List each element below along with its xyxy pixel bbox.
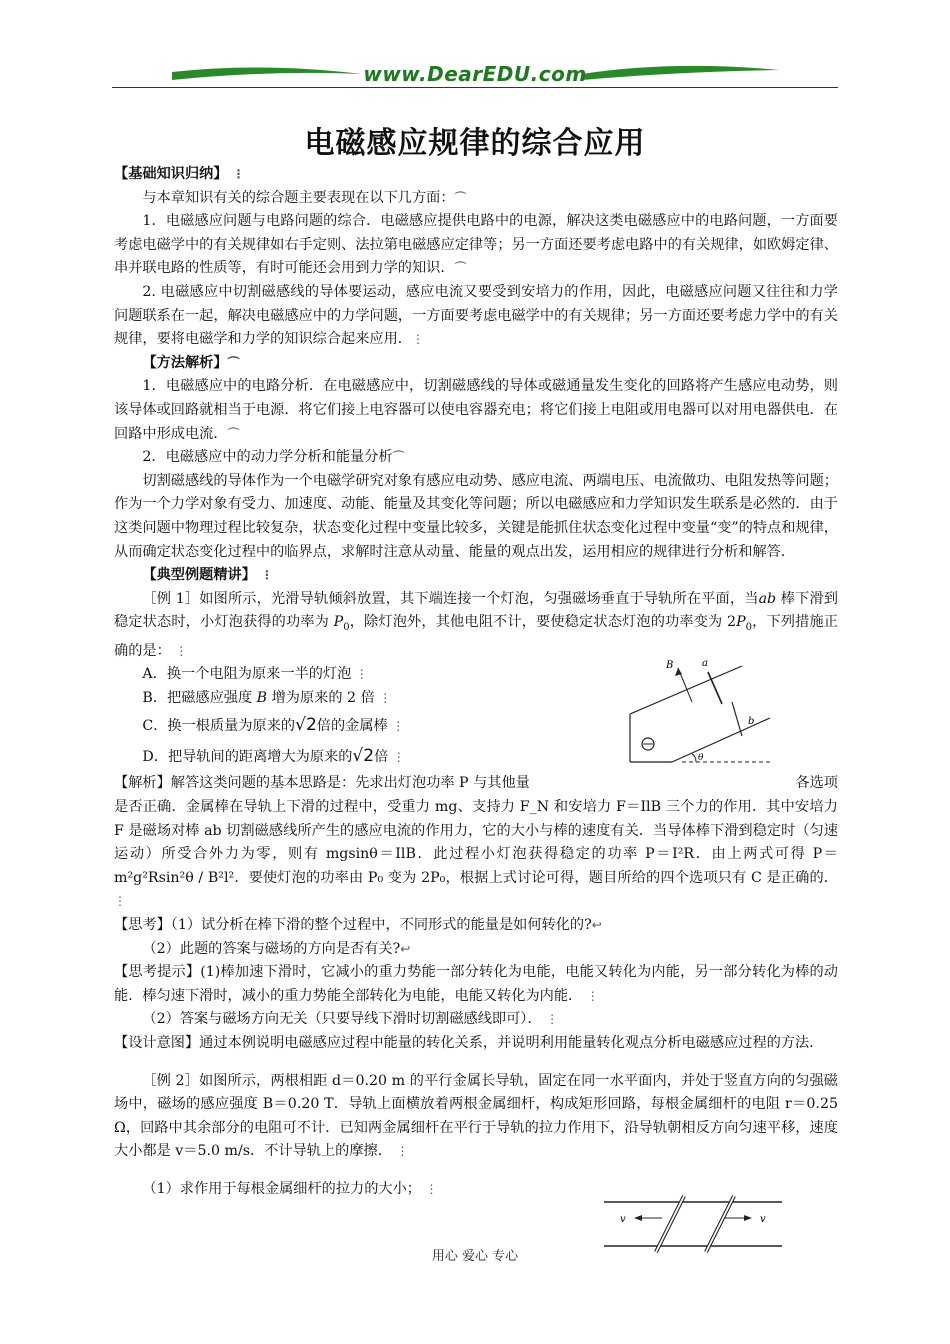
option-d: D．把导轨间的距离增大为原来的√2倍 ⋮ — [142, 746, 405, 767]
label-v-left: v — [620, 1214, 626, 1225]
paragraph: 2. 电磁感应中切割磁感线的导体要运动，感应电流又要受到安培力的作用，因此，电磁感应问题又往往和力学问题联系在一起，解决电磁感应中的力学问题，一方面要考虑电磁学中的有关规律；另一方面还要考虑力学中的有关规律，要将电磁学和力学的知识综合起来应用．⋮ — [114, 283, 838, 348]
hint-paragraph-2: （2）答案与磁场方向无关（只要导线下滑时切割磁感线即可）． ⋮ — [142, 1011, 559, 1028]
analysis-first-line: 【解析】解答这类问题的基本思路是：先求出灯泡功率 P 与其他量 各选项 — [114, 775, 838, 792]
page-title: 电磁感应规律的综合应用 — [304, 126, 646, 161]
paragraph: 2．电磁感应中的动力学分析和能量分析⏜ — [142, 449, 405, 466]
option-b: B．把磁感应强度 B 增为原来的 2 倍 ⋮ — [142, 689, 392, 706]
paragraph: 与本章知识有关的综合题主要表现在以下几方面：⏜ — [142, 189, 467, 206]
label-B: B — [666, 660, 674, 671]
section-heading-examples: 【典型例题精讲】 ⋮ — [142, 567, 273, 584]
example2-stem: ［例 2］如图所示，两根相距 d＝0.20 m 的平行金属长导轨，固定在同一水平面内，并处于竖直方向的匀强磁场中，磁场的感应强度 B＝0.20 T．导轨上面横放着两根金属细杆，构成矩形回路，每根金属细杆的电阻 r＝0.25 Ω，回路中其余部分的电阻可不计．已知两金属细杆在平行于导轨的拉力作用下，沿导轨朝相反方向匀速平移，速度大小都是 v＝5.0 m/s．不计导轨上的摩擦． ⋮ — [114, 1072, 838, 1160]
paragraph: 1．电磁感应问题与电路问题的综合．电磁感应提供电路中的电源，解决这类电磁感应中的电路问题，一方面要考虑电磁学中的有关规律如右手定则、法拉第电磁感应定律等；另一方面还要考虑电路中的有关规律，如欧姆定律、串并联电路的性质等，有时可能还会用到力学的知识．⏜ — [114, 213, 838, 277]
example1-stem: ［例 1］如图所示，光滑导轨倾斜放置，其下端连接一个灯泡，匀强磁场垂直于导轨所在平面，当ab 棒下滑到稳定状态时，小灯泡获得的功率为 $P_0$，除灯泡外，其他电阻不计，要使稳定状态灯泡的功率变为 $2P_0$，下列措施正确的是： ⋮ — [114, 590, 838, 659]
label-a: a — [702, 658, 708, 669]
paragraph: 切割磁感线的导体作为一个电磁学研究对象有感应电动势、感应电流、两端电压、电流做功、电阻发热等问题；作为一个力学对象有受力、加速度、动能、能量及其变化等问题；所以电磁感应和力学知识发生联系是必然的．由于这类问题中物理过程比较复杂，状态变化过程中变量比较多，关键是能抓住状态变化过程中变量“变”的特点和规律，从而确定状态变化过程中的临界点，求解时注意从动量、能量的观点出发，运用相应的规律进行分析和解答． — [114, 472, 838, 560]
label-theta: θ — [698, 753, 704, 763]
header-rule — [112, 87, 838, 88]
option-a: A．换一个电阻为原来一半的灯泡 ⋮ — [142, 666, 368, 683]
example2-question-1: （1）求作用于每根金属细杆的拉力的大小； ⋮ — [142, 1180, 438, 1197]
think-question-2: （2）此题的答案与磁场的方向是否有关?↩ — [142, 940, 411, 957]
analysis-paragraph: 是否正确．金属棒在导轨上下滑的过程中，受重力 mg、支持力 F_N 和安培力 F＝IlB 三个力的作用．其中安培力 F 是磁场对棒 ab 切割磁感线所产生的感应电流的作用力，它的大小与棒的速度有关．当导体棒下滑到稳定时（匀速运动）所受合外力为零，则有 mgsinθ＝IlB．此过程小灯泡获得稳定的功率 P＝I²R．由上两式可得 P＝m²g²Rsin²θ / B²l²．要使灯泡的功率由 P₀ 变为 2P₀，根据上式讨论可得，题目所给的四个选项只有 C 是正确的． ⋮ — [114, 799, 838, 909]
option-c: C．换一根质量为原来的√2倍的金属棒 ⋮ — [142, 715, 405, 736]
page-footer: 用心 爱心 专心 — [431, 1249, 519, 1264]
section-heading-method: 【方法解析】⏜ — [142, 354, 240, 371]
think-question-1: 【思考】（1）试分析在棒下滑的整个过程中，不同形式的能量是如何转化的?↩ — [114, 917, 602, 934]
label-v-right: v — [760, 1214, 766, 1225]
label-b: b — [748, 716, 755, 727]
section-heading-basic: 【基础知识归纳】 ⋮ — [114, 166, 245, 182]
design-intent: 【设计意图】通过本例说明电磁感应过程中能量的转化关系，并说明利用能量转化观点分析电磁感应过程的方法． — [114, 1035, 824, 1052]
paragraph: 1．电磁感应中的电路分析．在电磁感应中，切割磁感线的导体或磁通量发生变化的回路将产生感应电动势，则该导体或回路就相当于电源．将它们接上电容器可以使电容器充电；将它们接上电阻或用电器可以对用电器供电．在回路中形成电流．⏜ — [114, 378, 838, 442]
hint-paragraph-1: 【思考提示】(1)棒加速下滑时，它减小的重力势能一部分转化为电能，电能又转化为内能，另一部分转化为棒的动能．棒匀速下滑时，减小的重力势能全部转化为电能，电能又转化为内能． ⋮ — [114, 964, 838, 1004]
inclined-rail-figure — [622, 652, 772, 772]
site-logo[interactable]: www.DearEDU.com — [363, 62, 587, 86]
